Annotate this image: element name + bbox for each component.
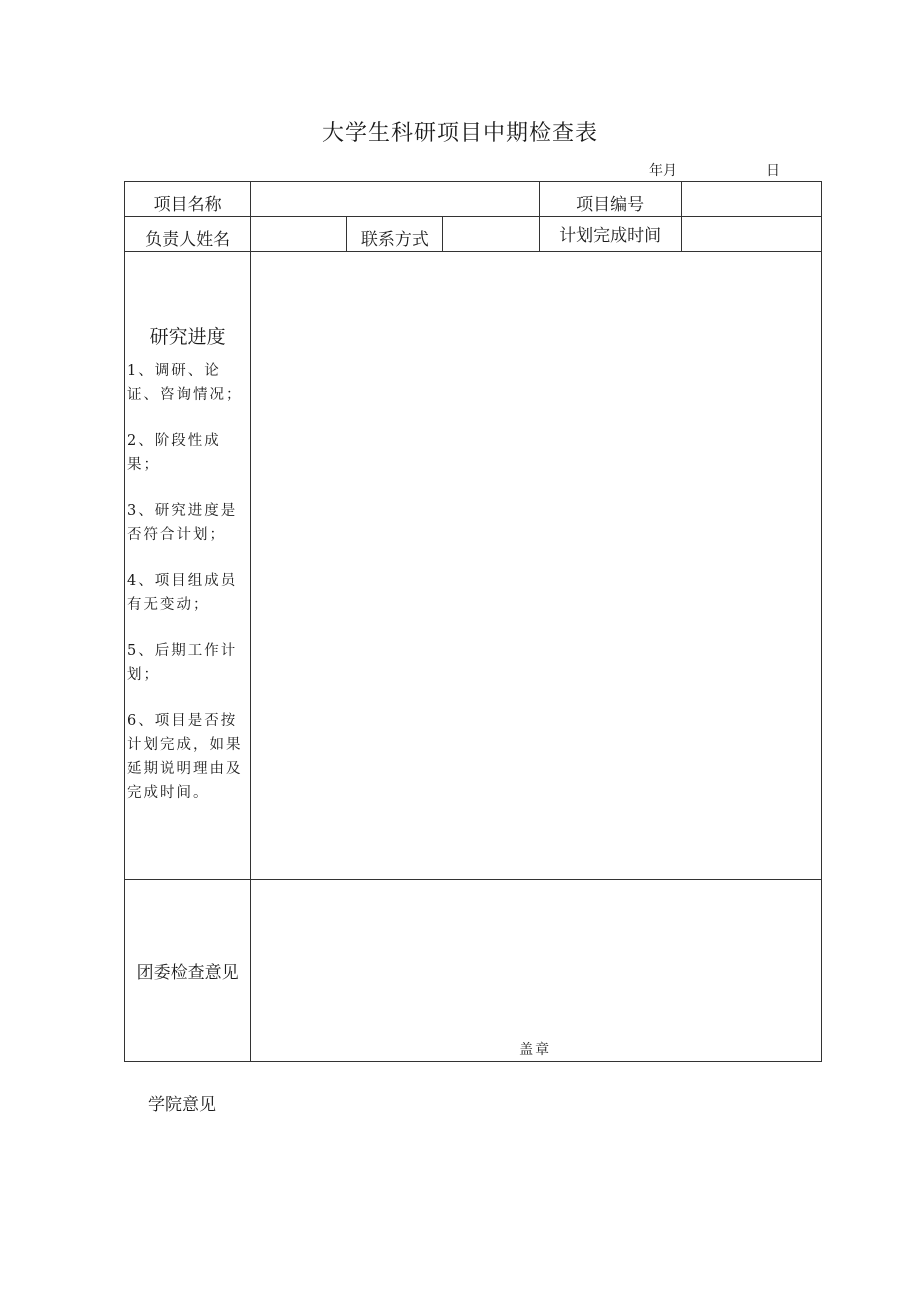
contact-label: 联系方式	[347, 217, 443, 252]
plan-complete-time-field[interactable]	[681, 217, 821, 252]
project-name-field[interactable]	[251, 182, 539, 217]
date-year-month: 年月	[649, 163, 677, 179]
progress-item: 2、阶段性成果；	[127, 433, 221, 473]
progress-item: 3、研究进度是否符合计划；	[127, 503, 238, 543]
contact-field[interactable]	[443, 217, 539, 252]
leader-name-field[interactable]	[251, 217, 347, 252]
progress-item: 5、后期工作计划；	[127, 643, 238, 683]
research-progress-cell	[125, 252, 251, 880]
league-opinion-field[interactable]	[251, 880, 822, 1062]
plan-complete-time-label: 计划完成时间	[539, 217, 681, 252]
project-number-label: 项目编号	[539, 182, 681, 217]
college-opinion-label: 学院意见	[148, 1095, 216, 1115]
research-progress-field[interactable]	[251, 252, 822, 880]
progress-item: 6、项目是否按计划完成，如果延期说明理由及完成时间。	[127, 713, 243, 801]
form-title: 大学生科研项目中期检查表	[321, 121, 598, 146]
progress-item: 4、项目组成员有无变动；	[127, 573, 238, 613]
project-name-label: 项目名称	[125, 182, 251, 217]
seal-label: 盖章	[519, 1042, 552, 1058]
project-number-field[interactable]	[681, 182, 821, 217]
progress-item: 1、调研、论证、咨询情况；	[127, 363, 243, 403]
research-progress-heading: 研究进度	[149, 326, 226, 348]
league-opinion-label: 团委检查意见	[125, 880, 251, 1062]
leader-name-label: 负责人姓名	[125, 217, 251, 252]
progress-item-list	[125, 359, 250, 805]
check-form-table	[124, 181, 822, 1062]
date-day: 日	[766, 163, 780, 179]
